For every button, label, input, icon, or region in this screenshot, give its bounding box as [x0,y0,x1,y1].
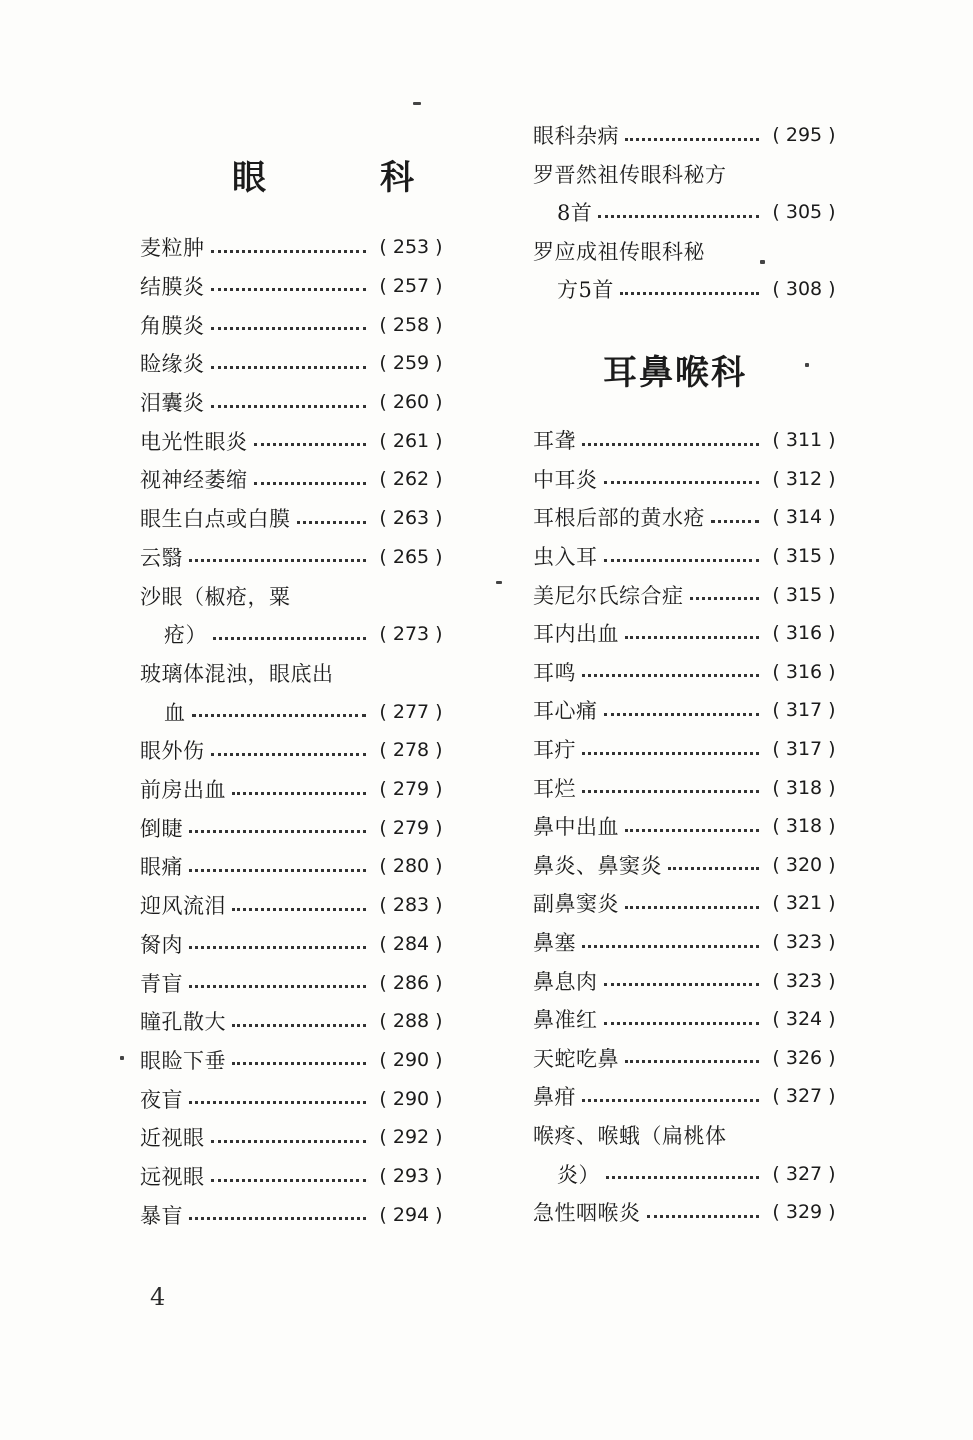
toc-entry-label: 急性咽喉炎 [533,1201,641,1226]
toc-entry-label: 眼科杂病 [533,124,619,149]
toc-entry [140,538,450,577]
toc-entry [533,1193,843,1232]
toc-leader-dots [189,985,366,988]
toc-entry-page: ( 273 ) [379,623,443,646]
toc-leader-dots [211,405,367,408]
toc-entry-label: 耳根后部的黄水疮 [533,506,705,531]
toc-entry-page: ( 293 ) [379,1165,443,1188]
toc-entry-label: 视神经萎缩 [140,468,248,493]
toc-entry-page: ( 314 ) [772,506,836,529]
toc-entry [533,846,843,885]
toc-leader-dots [604,713,760,716]
toc-entry [140,770,450,809]
toc-entry [533,730,843,769]
toc-leader-dots [211,1140,367,1143]
toc-entry [140,731,450,770]
toc-entry-label: 耳聋 [533,429,576,454]
toc-entry [140,1079,450,1118]
toc-entry-label: 玻璃体混浊，眼底出 [140,661,334,686]
toc-entry-label: 远视眼 [140,1165,205,1190]
toc-entry-page: ( 263 ) [379,507,443,530]
toc-entry [140,963,450,1002]
toc-entry-page: ( 288 ) [379,1010,443,1033]
toc-entry-page: ( 305 ) [772,201,836,224]
toc-entry-label: 泪囊炎 [140,391,205,416]
toc-entry-page: ( 260 ) [379,391,443,414]
toc-entry-page: ( 317 ) [772,699,836,722]
toc-entry [533,270,843,309]
toc-entry-page: ( 315 ) [772,583,836,606]
toc-entry-page: ( 294 ) [379,1203,443,1226]
toc-leader-dots [668,867,759,870]
toc-entry-label: 耳疔 [533,738,576,763]
toc-entry-page: ( 329 ) [772,1201,836,1224]
toc-entry [533,1000,843,1039]
toc-entry-label: 近视眼 [140,1126,205,1151]
toc-entry-label: 天蛇吃鼻 [533,1046,619,1071]
toc-leader-dots [582,790,759,793]
toc-entry-label: 副鼻窦炎 [533,892,619,917]
toc-entry-page: ( 318 ) [772,776,836,799]
toc-leader-dots [711,520,759,523]
toc-entry [140,1118,450,1157]
toc-entry-label: 8首 [557,201,593,226]
toc-entry-label: 眼外伤 [140,739,205,764]
toc-entry [140,1196,450,1235]
toc-entry-page: ( 324 ) [772,1008,836,1031]
toc-entry-label: 眼生白点或白膜 [140,507,291,532]
toc-entry-label: 结膜炎 [140,274,205,299]
toc-entry-label: 喉疼、喉蛾（扁桃体 [533,1124,727,1149]
toc-leader-dots [211,250,367,253]
toc-entry [533,116,843,155]
toc-entry-label: 中耳炎 [533,467,598,492]
toc-leader-dots [192,714,367,717]
toc-leader-dots [582,752,759,755]
toc-entry-page: ( 327 ) [772,1162,836,1185]
toc-leader-dots [213,637,366,640]
toc-entry-label: 鼻准红 [533,1008,598,1033]
toc-entry [140,1041,450,1080]
toc-entry [533,961,843,1000]
toc-leader-dots [620,292,759,295]
toc-entry-label: 罗应成祖传眼科秘 [533,239,705,264]
toc-leader-dots [690,597,760,600]
section-title-ophthalmology: 眼 科 [232,158,454,198]
toc-entry [140,422,450,461]
toc-entry-label: 鼻息肉 [533,969,598,994]
toc-entry-label: 鼻疳 [533,1085,576,1110]
toc-leader-dots [232,1062,366,1065]
toc-entry-label: 鼻炎、鼻窦炎 [533,853,662,878]
toc-entry [533,807,843,846]
toc-entry-label: 瞳孔散大 [140,1010,226,1035]
toc-entry-page: ( 315 ) [772,545,836,568]
toc-leader-dots [211,753,367,756]
toc-entry-page: ( 316 ) [772,660,836,683]
print-mark [805,363,809,367]
toc-entry-label: 前房出血 [140,778,226,803]
toc-entry-label: 倒睫 [140,816,183,841]
toc-leader-dots [232,792,366,795]
toc-entry-page: ( 279 ) [379,816,443,839]
toc-leader-dots [625,138,759,141]
toc-leader-dots [604,983,760,986]
toc-entry-label: 迎风流泪 [140,894,226,919]
toc-leader-dots [625,829,759,832]
toc-entry-page: ( 283 ) [379,894,443,917]
toc-entry-page: ( 308 ) [772,278,836,301]
toc-entry [140,576,450,615]
toc-entry-page: ( 323 ) [772,931,836,954]
toc-entry-label: 麦粒肿 [140,236,205,261]
toc-leader-dots [211,1179,367,1182]
toc-entry-page: ( 259 ) [379,352,443,375]
toc-entry-label: 夜盲 [140,1087,183,1112]
toc-entry-page: ( 284 ) [379,932,443,955]
toc-leader-dots [189,559,366,562]
toc-entry [533,1116,843,1155]
toc-entry-label: 胬肉 [140,932,183,957]
toc-entry-label: 睑缘炎 [140,352,205,377]
toc-leader-dots [254,443,367,446]
toc-leader-dots [254,482,367,485]
page-number: 4 [150,1283,166,1311]
toc-entry-page: ( 278 ) [379,739,443,762]
toc-entry-page: ( 280 ) [379,855,443,878]
toc-entry [533,768,843,807]
toc-entry-page: ( 323 ) [772,969,836,992]
toc-entry-page: ( 292 ) [379,1126,443,1149]
toc-entry [140,886,450,925]
toc-entry-label: 罗晋然祖传眼科秘方 [533,162,727,187]
toc-entry-label: 方5首 [557,278,614,303]
toc-entry-label: 虫入耳 [533,545,598,570]
toc-entry-label: 美尼尔氏综合症 [533,583,684,608]
toc-entry [533,614,843,653]
toc-entry-page: ( 311 ) [772,429,836,452]
toc-entry [140,925,450,964]
toc-entry-page: ( 258 ) [379,313,443,336]
toc-entry-page: ( 253 ) [379,236,443,259]
toc-entry-page: ( 320 ) [772,853,836,876]
toc-leader-dots [625,636,759,639]
toc-leader-dots [297,521,367,524]
toc-entry [533,232,843,271]
toc-leader-dots [606,1176,759,1179]
print-mark [413,102,421,105]
toc-entry [140,228,450,267]
toc-entry-page: ( 318 ) [772,815,836,838]
toc-entry [533,653,843,692]
toc-entry [140,267,450,306]
toc-entry [533,421,843,460]
toc-entry [140,615,450,654]
toc-entry-label: 耳鸣 [533,660,576,685]
toc-entry [533,460,843,499]
toc-entry-label: 耳烂 [533,776,576,801]
toc-entry [533,691,843,730]
toc-entry [140,305,450,344]
toc-entry-page: ( 321 ) [772,892,836,915]
toc-entry-page: ( 295 ) [772,124,836,147]
toc-leader-dots [232,908,366,911]
toc-leader-dots [582,674,759,677]
toc-entry-label: 鼻中出血 [533,815,619,840]
toc-leader-dots [189,869,366,872]
print-mark [120,1056,124,1060]
toc-leader-dots [211,366,367,369]
toc-leader-dots [189,830,366,833]
toc-entry [140,1157,450,1196]
toc-entry [533,155,843,194]
toc-entry [140,499,450,538]
toc-entry [140,847,450,886]
toc-entry [140,460,450,499]
toc-entry [533,193,843,232]
toc-entry [533,1154,843,1193]
toc-leader-dots [647,1215,760,1218]
toc-leader-dots [211,288,367,291]
section-title-ent: 耳鼻喉科 [603,353,747,393]
toc-leader-dots [232,1024,366,1027]
toc-entry-page: ( 286 ) [379,971,443,994]
toc-leader-dots [582,945,759,948]
toc-entry-page: ( 326 ) [772,1046,836,1069]
toc-entry-label: 暴盲 [140,1203,183,1228]
toc-entry-page: ( 262 ) [379,468,443,491]
toc-leader-dots [211,327,367,330]
print-mark [496,581,502,584]
toc-entry-label: 耳心痛 [533,699,598,724]
toc-leader-dots [625,1060,759,1063]
toc-leader-dots [189,946,366,949]
toc-entry-label: 炎） [557,1162,600,1187]
toc-entry-page: ( 257 ) [379,274,443,297]
toc-entry-label: 青盲 [140,971,183,996]
toc-entry [140,1002,450,1041]
toc-leader-dots [582,1099,759,1102]
toc-entry-label: 耳内出血 [533,622,619,647]
toc-entry [140,383,450,422]
toc-entry-label: 眼痛 [140,855,183,880]
toc-entry-label: 眼睑下垂 [140,1048,226,1073]
toc-entry [533,1039,843,1078]
toc-entry [533,498,843,537]
toc-entry [140,654,450,693]
toc-entry [533,1077,843,1116]
toc-entry-label: 电光性眼炎 [140,429,248,454]
toc-leader-dots [604,559,760,562]
toc-entry-page: ( 265 ) [379,545,443,568]
toc-entry-label: 沙眼（椒疮，粟 [140,584,291,609]
toc-entry-label: 疮） [164,623,207,648]
toc-entry-page: ( 277 ) [379,700,443,723]
toc-entry-page: ( 290 ) [379,1087,443,1110]
toc-entry-label: 角膜炎 [140,313,205,338]
toc-entry-page: ( 327 ) [772,1085,836,1108]
toc-entry-page: ( 279 ) [379,778,443,801]
toc-entry-page: ( 290 ) [379,1048,443,1071]
toc-leader-dots [189,1101,366,1104]
toc-entry [140,809,450,848]
toc-entry-page: ( 312 ) [772,467,836,490]
toc-entry [140,344,450,383]
toc-entry-label: 云翳 [140,545,183,570]
toc-leader-dots [582,443,759,446]
toc-leader-dots [189,1217,366,1220]
toc-entry-page: ( 316 ) [772,622,836,645]
toc-entry [533,537,843,576]
toc-entry [140,692,450,731]
toc-entry [533,923,843,962]
toc-entry-page: ( 261 ) [379,429,443,452]
toc-leader-dots [604,1022,760,1025]
toc-entry [533,884,843,923]
toc-leader-dots [625,906,759,909]
toc-entry-label: 鼻塞 [533,931,576,956]
toc-leader-dots [604,481,760,484]
toc-entry [533,575,843,614]
toc-leader-dots [598,215,759,218]
toc-entry-page: ( 317 ) [772,738,836,761]
toc-entry-label: 血 [164,700,186,725]
